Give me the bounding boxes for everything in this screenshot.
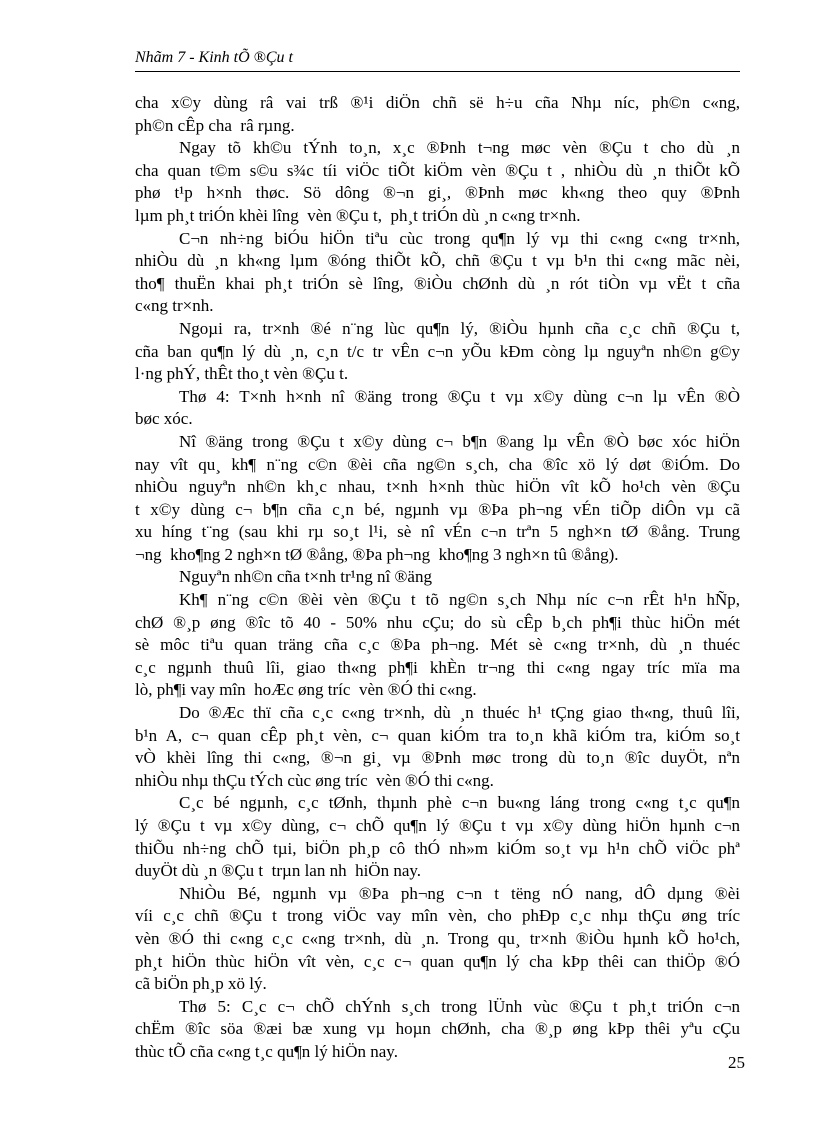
text-line: nay vît qu¸ kh¶ n¨ng c©n ®èi cña ng©n s¸ch, cha ®îc xö lý døt ®iÓm. Do xyxy=(135,454,740,474)
text-line: NhiÒu Bé, ngµnh vµ ®Þa ph¬ng c¬n t tëng nÓ nang, dÔ dµng ®èi xyxy=(179,883,740,903)
text-line: C¬n nh÷ng biÓu hiÖn tiªu cùc trong qu¶n lý vµ thi c«ng c«ng tr×nh, xyxy=(179,228,740,248)
text-line: cha x©y dùng râ vai trß ®¹i diÖn chñ së h÷u cña Nhµ níc, ph©n c«ng, xyxy=(135,93,740,112)
text-line: nhiÒu dù ¸n kh«ng lµm ®óng thiÕt kÕ, chñ ®Çu t vµ b¹n thi c«ng mãc nèi, xyxy=(135,251,740,271)
paragraph xyxy=(135,431,740,567)
text-line: nhiÒu nhµ thÇu tÝch cùc øng tríc vèn ®Ó thi c«ng. xyxy=(135,770,494,790)
text-line: víi c¸c chñ ®Çu t trong viÖc vay mîn vèn, cho phÐp c¸c nhµ thÇu øng tríc xyxy=(135,906,740,926)
text-line: Nî ®äng trong ®Çu t x©y dùng c¬ b¶n ®ang lµ vÊn ®Ò bøc xóc hiÖn xyxy=(179,431,740,451)
paragraph xyxy=(135,792,740,882)
text-line: vÒ khèi lîng thi c«ng, ®¬n gi¸ vµ ®Þnh møc trong dù to¸n ®îc duyÖt, nªn xyxy=(135,748,740,768)
text-line: sè môc tiªu quan träng cña c¸c ®Þa ph¬ng. Mét sè c«ng tr×nh, dù ¸n thuéc xyxy=(135,635,740,655)
running-header xyxy=(135,48,740,72)
document-body xyxy=(135,92,740,1064)
paragraph xyxy=(135,318,740,386)
text-line: cha quan t©m s©u s¾c tíi viÖc tiÕt kiÖm vèn ®Çu t , nhiÒu dù ¸n thiÕt kÕ xyxy=(135,160,740,180)
text-line: ph¸t hiÖn thùc hiÖn vît vèn, c¸c c¬ quan qu¶n lý cha kÞp thêi can thiÖp ®Ó xyxy=(135,951,740,971)
text-line: xu híng t¨ng (sau khi rµ so¸t l¹i, sè nî vÉn c¬n trªn 5 ngh×n tØ ®ång. Trung xyxy=(135,522,740,542)
text-line: lµm ph¸t triÓn khèi lîng vèn ®Çu t, ph¸t triÓn dù ¸n c«ng tr×nh. xyxy=(135,205,581,225)
text-line: lò, ph¶i vay mîn hoÆc øng tríc vèn ®Ó thi c«ng. xyxy=(135,680,477,700)
text-line: Ngay tõ kh©u tÝnh to¸n, x¸c ®Þnh t¬ng møc vèn ®Çu t cho dù ¸n xyxy=(179,138,740,158)
text-line: Nguyªn nh©n cña t×nh tr¹ng nî ®äng xyxy=(179,567,432,587)
text-line: Do ®Æc thï cña c¸c c«ng tr×nh, dù ¸n thuéc h¹ tÇng giao th«ng, thuû lîi, xyxy=(179,703,740,723)
paragraph xyxy=(135,702,740,792)
text-line: c¸c ngµnh thuû lîi, giao th«ng ph¶i khÈn tr¬ng thi c«ng ngay tríc mïa ma xyxy=(135,657,740,677)
text-line: vèn ®Ó thi c«ng c¸c c«ng tr×nh, dù ¸n. Trong qu¸ tr×nh ®iÒu hµnh kÕ ho¹ch, xyxy=(135,928,740,948)
text-line: Kh¶ n¨ng c©n ®èi vèn ®Çu t tõ ng©n s¸ch Nhµ níc c¬n rÊt h¹n hÑp, xyxy=(179,590,740,610)
text-line: nhiÒu nguyªn nh©n kh¸c nhau, t×nh h×nh thùc hiÖn vît kÕ ho¹ch vèn ®Çu xyxy=(135,477,740,497)
text-line: ph©n cÊp cha râ rµng. xyxy=(135,115,295,135)
text-line: thiÕu nh÷ng chÕ tµi, biÖn ph¸p cô thÓ nh»m kiÓm so¸t vµ h¹n chÕ viÖc phª xyxy=(135,838,740,858)
paragraph xyxy=(135,883,740,996)
text-line: b¹n A, c¬ quan cÊp ph¸t vèn, c¬ quan kiÓm tra to¸n khã kiÓm tra, kiÓm so¸t xyxy=(135,725,740,745)
text-line: phø t¹p h×nh thøc. Sö dông ®¬n gi¸, ®Þnh møc kh«ng theo quy ®Þnh xyxy=(135,183,740,203)
text-line: duyÖt dù ¸n ®Çu t trµn lan nh hiÖn nay. xyxy=(135,861,422,881)
text-line: chØ ®¸p øng ®îc tõ 40 - 50% nhu cÇu; do sù cÊp b¸ch ph¶i thùc hiÖn mét xyxy=(135,612,740,632)
text-line: bøc xóc. xyxy=(135,409,193,429)
page-number: 25 xyxy=(728,1053,745,1072)
text-line: chËm ®îc söa ®æi bæ xung vµ hoµn chØnh, cha ®¸p øng kÞp thêi yªu cÇu xyxy=(135,1019,740,1039)
text-line: lý ®Çu t vµ x©y dùng, c¬ chÕ qu¶n lý ®Çu t vµ x©y dùng hiÖn hµnh c¬n xyxy=(135,816,740,835)
text-line: Ngoµi ra, tr×nh ®é n¨ng lùc qu¶n lý, ®iÒu hµnh cña c¸c chñ ®Çu t, xyxy=(179,318,740,338)
paragraph xyxy=(135,996,740,1064)
text-line: t x©y dùng c¬ b¶n cña c¸n bé, ngµnh vµ ®Þa ph¬ng vÉn tiÕp diÔn vµ cã xyxy=(135,499,740,519)
paragraph xyxy=(135,92,740,137)
text-line: Thø 5: C¸c c¬ chÕ chÝnh s¸ch trong lÜnh vùc ®Çu t ph¸t triÓn c¬n xyxy=(179,996,740,1016)
paragraph xyxy=(135,386,740,431)
text-line: Thø 4: T×nh h×nh nî ®äng trong ®Çu t vµ x©y dùng c¬n lµ vÊn ®Ò xyxy=(179,386,740,406)
paragraph xyxy=(135,566,740,589)
text-line: c«ng tr×nh. xyxy=(135,296,214,316)
text-line: tho¶ thuËn khai ph¸t triÓn sè lîng, ®iÒu chØnh dù ¸n rót tiÒn vµ vËt t cña xyxy=(135,273,740,293)
text-line: ¬ng kho¶ng 2 ngh×n tØ ®ång, ®Þa ph¬ng kho¶ng 3 ngh×n tû ®ång). xyxy=(135,544,619,564)
header-title: Nhãm 7 - Kinh tÕ ®Çu t xyxy=(135,49,293,66)
paragraph xyxy=(135,228,740,318)
paragraph xyxy=(135,137,740,227)
text-line: cña ban qu¶n lý dù ¸n, c¸n t/c tr vÊn c¬n yÕu kÐm còng lµ nguyªn nh©n g©y xyxy=(135,341,740,361)
text-line: l·ng phÝ, thÊt tho¸t vèn ®Çu t. xyxy=(135,364,349,384)
text-line: thùc tÕ cña c«ng t¸c qu¶n lý hiÖn nay. xyxy=(135,1041,398,1061)
text-line: cã biÖn ph¸p xö lý. xyxy=(135,974,267,994)
text-line: C¸c bé ngµnh, c¸c tØnh, thµnh phè c¬n bu«ng láng trong c«ng t¸c qu¶n xyxy=(179,793,740,813)
paragraph xyxy=(135,589,740,702)
